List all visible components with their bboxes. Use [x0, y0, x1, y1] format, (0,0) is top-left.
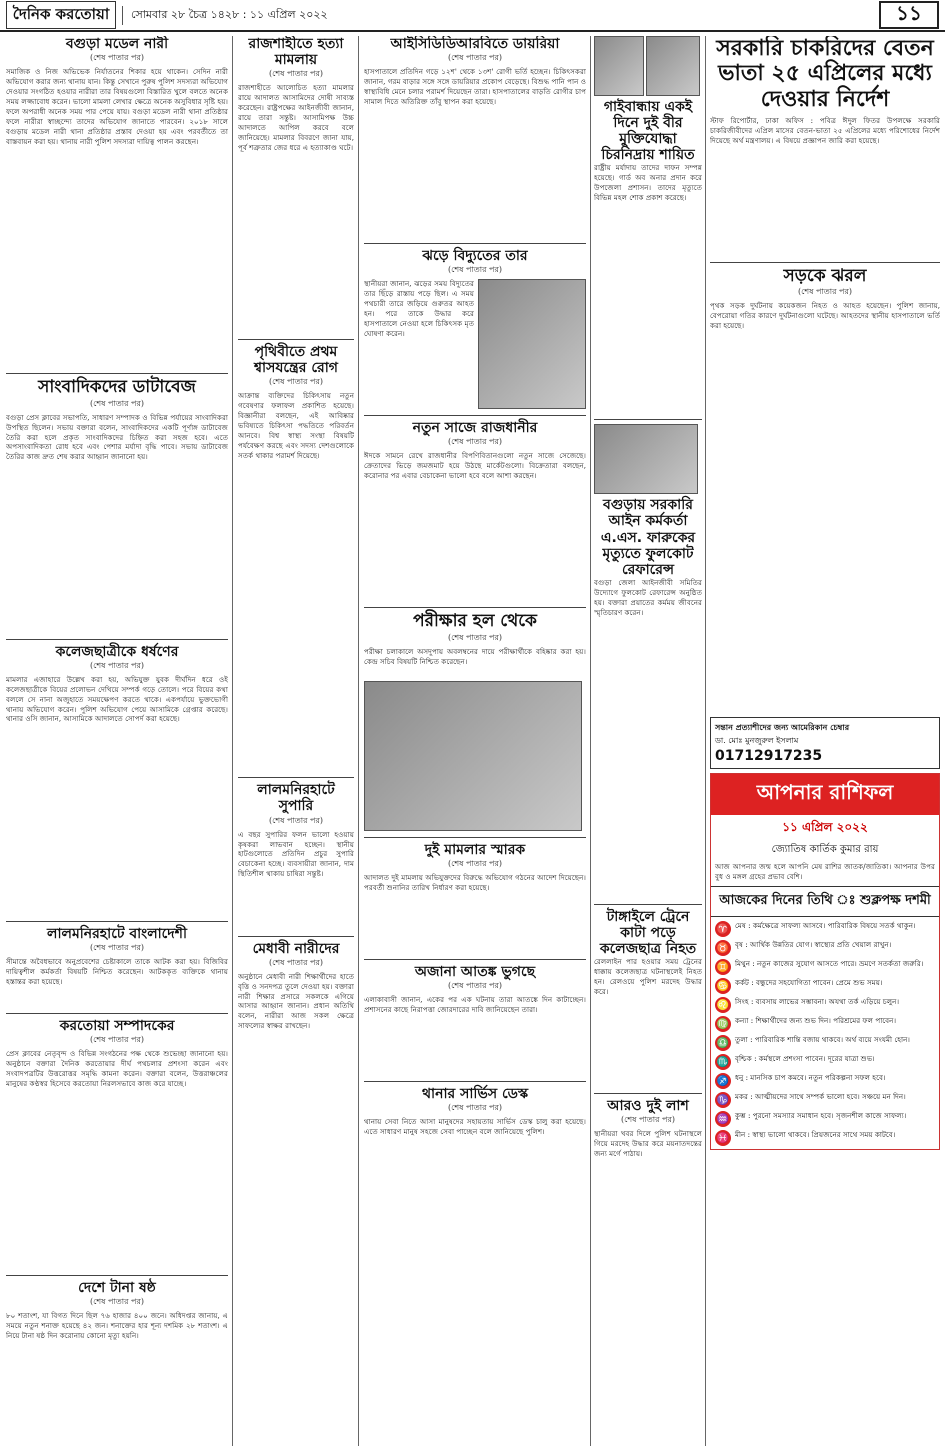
- page-number: ১১: [879, 1, 939, 29]
- zodiac-row: [715, 1016, 935, 1032]
- continued-label: (শেষ পাতার পর): [268, 377, 324, 387]
- zodiac-row: [715, 1130, 935, 1146]
- zodiac-sign-icon: ♒: [715, 1111, 731, 1127]
- article-road-accident: [710, 267, 940, 712]
- zodiac-sign-icon: ♎: [715, 1035, 731, 1051]
- article-sixth-day: [6, 1280, 228, 1341]
- article-body: স্টাফ রিপোর্টার, ঢাকা অফিস : পবিত্র ঈদুল ফিতর উপলক্ষে সরকারি চাকরিজীবীদের এপ্রিল মাসের বেতন-ভাতা ২৫ এপ্রিলের মধ্যে পরিশোধের নির্দেশ দিয়েছে অর্থ মন্ত্রণালয়। এ বিষয়ে প্রজ্ঞাপন জারি করা হয়েছে।: [710, 115, 940, 145]
- article-exam-hall: [364, 612, 586, 831]
- zodiac-text: ধনু : মানসিক চাপ কমবে। নতুন পরিকল্পনা সফল হবে।: [735, 1073, 886, 1083]
- article-body: স্থানীয়রা খবর দিলে পুলিশ ঘটনাস্থলে গিয়ে মরদেহ উদ্ধার করে ময়নাতদন্তের জন্য মর্গে পাঠায়।: [594, 1129, 702, 1159]
- ad-phone[interactable]: 01712917235: [715, 748, 823, 765]
- article-police-service-desk: [364, 1086, 586, 1137]
- zodiac-row: [715, 1054, 935, 1070]
- article-unknown-panic: [364, 964, 586, 1075]
- article-body: সীমান্তে অবৈধভাবে অনুপ্রবেশের চেষ্টাকালে তাকে আটক করা হয়। বিজিবির দায়িত্বশীল কর্মকর্তা বিষয়টি নিশ্চিত করেছেন। আটককৃত ব্যক্তিকে থানায় হস্তান্তর করা হয়েছে।: [6, 956, 228, 986]
- article-body: প্রেস ক্লাবের নেতৃবৃন্দ ও বিভিন্ন সংগঠনের পক্ষ থেকে শুভেচ্ছা জানানো হয়। অনুষ্ঠানে বক্তারা দৈনিক করতোয়ার দীর্ঘ পথচলার প্রশংসা করেন এবং সংবাদপত্রটির উত্তরোত্তর সমৃদ্ধি কামনা করেন। বক্তারা বলেন, উত্তরাঞ্চলের মানুষের কণ্ঠস্বর হিসেবে করতোয়া নিরলসভাবে কাজ করে যাচ্ছে।: [6, 1048, 228, 1088]
- article-fullcourt-reference: [594, 424, 702, 897]
- zodiac-text: মীন : স্বাস্থ্য ভালো থাকবে। প্রিয়জনের সাথে সময় কাটবে।: [735, 1130, 896, 1140]
- continued-label: (শেষ পাতার পর): [447, 437, 503, 447]
- headline: থানার সার্ভিস ডেস্ক: [421, 1086, 529, 1103]
- zodiac-sign-icon: ♌: [715, 997, 731, 1013]
- headline: সড়কে ঝরল: [783, 265, 867, 286]
- horoscope-title: আপনার রাশিফল: [711, 774, 939, 815]
- headline: দেশে টানা ষষ্ঠ: [78, 1279, 156, 1296]
- continued-label: (শেষ পাতার পর): [89, 1034, 145, 1044]
- zodiac-sign-icon: ♉: [715, 940, 731, 956]
- article-body: সমাজিক ও নিজ অভিভেক নির্যাতনের শিকার হয়ে থাকেন। সেদিন নারী অভিযোগ করার জন্য থানায় যান। কিন্তু সেখানে পুরুষ পুলিশ সদস্যরা অভিযোগ দেওয়ার সংগঠিত হওয়ার নারীরা তার বিষয়গুলো বিস্তারিত খুলে বলতে অনেক সময় লজ্জাবোধ করেন। ভালো মামলা লেখার ক্ষেত্রে অনেক অসুবিধার সৃষ্টি হয়। ফলে অপরাধী অনেক সময় পার পেয়ে যায়। বগুড়া মডেল নারী থানা প্রতিষ্ঠার ফলে নারীরা স্বাচ্ছন্দ্যে তাদের অভিযোগ জানাতে পারবেন। ২০১৮ সালে বগুড়ায় মডেল নারী থানা প্রতিষ্ঠার প্রস্তাব দেওয়া হয় এবং পরবর্তীতে তা বাস্তবায়ন করা হয়। থানায় নারী পুলিশ সদস্যরা দায়িত্ব পালন করছেন।: [6, 67, 228, 146]
- headline: অজানা আতঙ্ক ভুগছে: [414, 963, 536, 980]
- article-capital-new-look: [364, 420, 586, 601]
- zodiac-text: কন্যা : শিক্ষার্থীদের জন্য শুভ দিন। পরিশ্রমের ফল পাবেন।: [735, 1016, 897, 1026]
- continued-label: (শেষ পাতার পর): [797, 287, 853, 297]
- article-lalmonirhat-bangladeshi: [6, 926, 228, 1007]
- headline: ঝড়ে বিদ্যুতের তার: [422, 248, 528, 265]
- headline: আইসিডিডিআরবিতে ডায়রিয়া: [390, 36, 560, 52]
- portrait-photo: [594, 36, 644, 96]
- headline: করতোয়া সম্পাদকের: [59, 1017, 175, 1034]
- horoscope-date: ১১ এপ্রিল ২০২২: [782, 820, 868, 835]
- article-body: হাসপাতালে প্রতিদিন গড়ে ১২শ' থেকে ১৩শ' রোগী ভর্তি হচ্ছেন। চিকিৎসকরা জানান, গরম বাড়ার সঙ্গে সঙ্গে ডায়রিয়ার প্রকোপ বেড়েছে। বিশুদ্ধ পানি পান ও স্বাস্থ্যবিধি মেনে চলার পরামর্শ দিয়েছেন তারা। হাসপাতালের বাড়তি রোগীর চাপ সামাল দিতে অতিরিক্ত তাঁবু স্থাপন করা হয়েছে।: [364, 67, 586, 106]
- zodiac-sign-icon: ♐: [715, 1073, 731, 1089]
- headline: আরও দুই লাশ: [607, 1098, 689, 1115]
- continued-label: (শেষ পাতার পর): [89, 660, 145, 670]
- article-body: স্থানীয়রা জানান, ঝড়ের সময় বিদ্যুতের তার ছিঁড়ে রাস্তায় পড়ে ছিল। এ সময় পথচারী তারে জড়িয়ে গুরুতর আহত হন। পরে তাকে উদ্ধার করে হাসপাতালে নেওয়া হলে চিকিৎসক মৃত ঘোষণা করেন।: [364, 279, 474, 338]
- news-photo: [364, 681, 582, 831]
- article-electric-wire: [364, 248, 586, 409]
- zodiac-text: কর্কট : বন্ধুদের সহযোগিতা পাবেন। প্রেমে শুভ সময়।: [735, 978, 883, 988]
- zodiac-sign-icon: ♍: [715, 1016, 731, 1032]
- zodiac-sign-icon: ♑: [715, 1092, 731, 1108]
- headline: মেধাবী নারীদের: [252, 940, 340, 957]
- column-divider: [232, 36, 233, 1446]
- article-icddrb-diarrhea: [364, 36, 586, 237]
- continued-label: (শেষ পাতার পর): [447, 632, 503, 642]
- article-freedom-fighters: [594, 36, 702, 413]
- zodiac-row: [715, 940, 935, 956]
- article-karatoa-editor: [6, 1018, 228, 1269]
- zodiac-text: বৃষ : আর্থিক উন্নতির যোগ। স্বাস্থ্যের প্রতি খেয়াল রাখুন।: [735, 940, 892, 950]
- article-body: রাষ্ট্রীয় মর্যাদায় তাদের দাফন সম্পন্ন হয়েছে। গার্ড অব অনার প্রদান করে উপজেলা প্রশাসন। তাদের মৃত্যুতে বিভিন্ন মহল শোক প্রকাশ করেছে।: [594, 163, 702, 203]
- zodiac-sign-icon: ♏: [715, 1054, 731, 1070]
- zodiac-text: মিথুন : নতুন কাজের সুযোগ আসতে পারে। ভ্রমণে সতর্কতা জরুরি।: [735, 959, 924, 969]
- article-train-death: [594, 909, 702, 1087]
- zodiac-row: [715, 921, 935, 937]
- article-body: পরীক্ষা চলাকালে অসদুপায় অবলম্বনের দায়ে পরীক্ষার্থীকে বহিষ্কার করা হয়। কেন্দ্র সচিব বিষয়টি নিশ্চিত করেছেন।: [364, 646, 586, 666]
- issue-date: সোমবার ২৮ চৈত্র ১৪২৮ : ১১ এপ্রিল ২০২২: [122, 6, 879, 25]
- article-college-student: [6, 644, 228, 915]
- ad-doctor: ডা. মোঃ মুনজুরুল ইসলাম: [715, 736, 799, 746]
- article-salary-directive: [710, 36, 940, 256]
- ad-title: সন্তান প্রত্যাশীদের জন্য আমেরিকান চেম্বার: [715, 723, 850, 733]
- zodiac-row: [715, 1073, 935, 1089]
- headline: বগুড়ায় সরকারি আইন কর্মকর্তা এ.এস. ফারুকের মৃত্যুতে ফুলকোট রেফারেন্স: [600, 497, 696, 578]
- article-body: বগুড়া জেলা আইনজীবী সমিতির উদ্যোগে ফুলকোট রেফারেন্স অনুষ্ঠিত হয়। বক্তারা প্রয়াতের কর্মময় জীবনের স্মৃতিচারণ করেন।: [594, 577, 702, 617]
- headline: বগুড়া মডেল নারী: [65, 36, 169, 52]
- advertisement[interactable]: [710, 717, 940, 769]
- zodiac-row: [715, 1092, 935, 1108]
- continued-label: (শেষ পাতার পর): [89, 398, 145, 408]
- zodiac-sign-icon: ♋: [715, 978, 731, 994]
- headline: লালমনিরহাটে বাংলাদেশী: [47, 925, 187, 942]
- zodiac-text: সিংহ : ব্যবসায় লাভের সম্ভাবনা। অযথা তর্ক এড়িয়ে চলুন।: [735, 997, 900, 1007]
- article-body: আক্রান্ত ব্যক্তিদের চিকিৎসায় নতুন গবেষণার ফলাফল প্রকাশিত হয়েছে। বিজ্ঞানীরা বলছেন, এই আবিষ্কার ভবিষ্যতে চিকিৎসা পদ্ধতিতে পরিবর্তন আনবে। বিশ্ব স্বাস্থ্য সংস্থা বিষয়টি পর্যবেক্ষণ করছে এবং সদস্য দেশগুলোকে সতর্ক থাকার পরামর্শ দিয়েছে।: [238, 391, 354, 460]
- zodiac-row: [715, 978, 935, 994]
- article-bogura-model-women: [6, 36, 228, 367]
- column-divider: [705, 36, 706, 1446]
- headline: কলেজছাত্রীকে ধর্ষণের: [55, 643, 179, 660]
- article-body: এ বছর সুপারির ফলন ভালো হওয়ায় কৃষকরা লাভবান হচ্ছেন। স্থানীয় হাটগুলোতে প্রতিদিন প্রচুর সুপারি বেচাকেনা হচ্ছে। ব্যবসায়ীরা জানান, দাম স্থিতিশীল থাকায় চাষিরা সন্তুষ্ট।: [238, 829, 354, 879]
- headline: সরকারি চাকরিদের বেতন ভাতা ২৫ এপ্রিলের মধ্যে দেওয়ার নির্দেশ: [716, 36, 934, 112]
- article-body: ৮০ শতাংশ, যা বিগত দিনে ছিল ৭৬ হাজার ৪০০ জনে। অধিদপ্তর জানায়, এ সময়ে নতুন শনাক্ত হয়েছে ৪২ জন। শনাক্তের হার শূন্য দশমিক ২৮ শতাংশ। এ নিয়ে টানা ষষ্ঠ দিন করোনায় কোনো মৃত্যু হয়নি।: [6, 1311, 228, 1340]
- zodiac-list: [711, 921, 939, 1146]
- column-divider: [590, 36, 591, 1446]
- column-4: [594, 36, 702, 1446]
- column-1: [6, 36, 228, 1446]
- column-divider: [358, 36, 359, 1446]
- zodiac-row: [715, 1035, 935, 1051]
- headline: লালমনিরহাটে সুপারি: [257, 782, 335, 815]
- newspaper-logo: দৈনিক করতোয়া: [6, 1, 116, 29]
- column-3: [364, 36, 586, 1446]
- headline: গাইবান্ধায় একই দিনে দুই বীর মুক্তিযোদ্ধা চিরনিদ্রায় শায়িত: [601, 99, 695, 164]
- zodiac-row: [715, 997, 935, 1013]
- column-5: [710, 36, 940, 1446]
- article-body: রেললাইন পার হওয়ার সময় ট্রেনের ধাক্কায় কলেজছাত্র ঘটনাস্থলেই নিহত হন। রেলওয়ে পুলিশ মরদেহ উদ্ধার করে।: [594, 957, 702, 996]
- continued-label: (শেষ পাতার পর): [447, 858, 503, 868]
- headline: নতুন সাজে রাজধানীর: [412, 420, 538, 437]
- zodiac-row: [715, 959, 935, 975]
- article-body: পৃথক সড়ক দুর্ঘটনায় কয়েকজন নিহত ও আহত হয়েছেন। পুলিশ জানায়, বেপরোয়া গতির কারণে দুর্ঘটনাগুলো ঘটেছে। আহতদের স্থানীয় হাসপাতালে ভর্তি করা হয়েছে।: [710, 301, 940, 331]
- portrait-photo: [594, 424, 698, 494]
- continued-label: (শেষ পাতার পর): [268, 957, 324, 967]
- article-body: রাজশাহীতে আলোচিত হত্যা মামলার রায়ে আদালত আসামিদের দোষী সাব্যস্ত করেছেন। রাষ্ট্রপক্ষের আইনজীবী জানান, রায়ে তারা সন্তুষ্ট। আসামিপক্ষ উচ্চ আদালতে আপিল করবে বলে জানিয়েছে। মামলার বিবরণে জানা যায়, পূর্ব শত্রুতার জের ধরে এ হত্যাকাণ্ড ঘটে।: [238, 83, 354, 152]
- article-body: বগুড়া প্রেস ক্লাবের সভাপতি, সাধারণ সম্পাদক ও বিভিন্ন পর্যায়ের সাংবাদিকরা উপস্থিত ছিলেন। সভায় বক্তারা বলেন, সাংবাদিকদের একটি পূর্ণাঙ্গ ডাটাবেজ তৈরি করা হলে প্রকৃত সাংবাদিকদের চিহ্নিত করা সহজ হবে। এতে অপসাংবাদিকতা রোধ হবে এবং পেশার মর্যাদা বৃদ্ধি পাবে। সভায় ডাটাবেজ তৈরির কাজ দ্রুত শেষ করার আহ্বান জানানো হয়।: [6, 412, 228, 462]
- headline: পৃথিবীতে প্রথম শ্বাসযন্ত্রের রোগ: [254, 344, 338, 377]
- zodiac-text: মেষ : কর্মক্ষেত্রে সাফল্য আসবে। পারিবারিক বিষয়ে সতর্ক থাকুন।: [735, 921, 916, 931]
- zodiac-text: বৃশ্চিক : কর্মস্থলে প্রশংসা পাবেন। দূরের যাত্রা শুভ।: [735, 1054, 875, 1064]
- article-body: এলাকাবাসী জানান, একের পর এক ঘটনায় তারা আতঙ্কে দিন কাটাচ্ছেন। প্রশাসনের কাছে নিরাপত্তা জোরদারের দাবি জানিয়েছেন তারা।: [364, 995, 586, 1014]
- article-two-bodies: [594, 1098, 702, 1159]
- article-meritorious-women: [238, 941, 354, 1032]
- horoscope-box: [710, 773, 940, 1150]
- continued-label: (শেষ পাতার পর): [447, 53, 503, 63]
- article-body: মামলার এজাহারে উল্লেখ করা হয়, অভিযুক্ত যুবক দীর্ঘদিন ধরে ওই কলেজছাত্রীকে বিয়ের প্রলোভন দেখিয়ে সম্পর্ক গড়ে তোলে। পরে বিয়ের কথা বললে সে নানা অজুহাতে সময়ক্ষেপণ করতে থাকে। একপর্যায়ে ভুক্তভোগী থানায় অভিযোগ করেন। পুলিশ অভিযোগ পেয়ে আসামিকে গ্রেপ্তার করেছে। থানার ওসি জানান, আসামিকে আদালতে সোপর্দ করা হয়েছে।: [6, 674, 228, 724]
- article-body: অনুষ্ঠানে মেধাবী নারী শিক্ষার্থীদের হাতে বৃত্তি ও সনদপত্র তুলে দেওয়া হয়। বক্তারা নারী শিক্ষার প্রসারে সকলকে এগিয়ে আসার আহ্বান জানান। প্রধান অতিথি বলেন, নারীরা আজ সকল ক্ষেত্রে সাফল্যের স্বাক্ষর রাখছেন।: [238, 971, 354, 1031]
- continued-label: (শেষ পাতার পর): [89, 942, 145, 952]
- continued-label: (শেষ পাতার পর): [89, 53, 145, 63]
- article-body: আদালত দুই মামলায় অভিযুক্তদের বিরুদ্ধে অভিযোগ গঠনের আদেশ দিয়েছেন। পরবর্তী শুনানির তারিখ নির্ধারণ করা হয়েছে।: [364, 872, 586, 892]
- article-rajshahi-murder: [238, 36, 354, 333]
- article-journalist-database: [6, 378, 228, 633]
- zodiac-sign-icon: ♓: [715, 1130, 731, 1146]
- horoscope-intro: আজ আপনার জন্ম হলে আপনি মেষ রাশির জাতক/জাতিকা। আপনার উপর বুধ ও মঙ্গল গ্রহের প্রভাব বেশি।: [715, 862, 935, 882]
- zodiac-sign-icon: ♊: [715, 959, 731, 975]
- continued-label: (শেষ পাতার পর): [447, 265, 503, 275]
- headline: পরীক্ষার হল থেকে: [413, 611, 537, 632]
- masthead: [0, 0, 945, 32]
- zodiac-sign-icon: ♈: [715, 921, 731, 937]
- horoscope-author: জ্যোতিষ কার্তিক কুমার রায়: [771, 844, 879, 856]
- headline: টাঙ্গাইলে ট্রেনে কাটা পড়ে কলেজছাত্র নিহত: [599, 908, 697, 958]
- zodiac-text: তুলা : পারিবারিক শান্তি বজায় থাকবে। অর্থ ব্যয়ে সংযমী হোন।: [735, 1035, 910, 1045]
- article-body: থানায় সেবা নিতে আসা মানুষদের সহায়তায় সার্ভিস ডেস্ক চালু করা হয়েছে। এতে সাধারণ মানুষ সহজে সেবা পাচ্ছেন বলে জানিয়েছে পুলিশ।: [364, 1117, 586, 1137]
- continued-label: (শেষ পাতার পর): [447, 1103, 503, 1113]
- article-two-cases: [364, 842, 586, 953]
- headline: সাংবাদিকদের ডাটাবেজ: [38, 377, 196, 398]
- zodiac-text: কুম্ভ : পুরনো সমস্যার সমাধান হবে। সৃজনশীল কাজে সাফল্য।: [735, 1111, 907, 1121]
- continued-label: (শেষ পাতার পর): [89, 1297, 145, 1307]
- continued-label: (শেষ পাতার পর): [620, 1115, 676, 1125]
- news-photo: [478, 279, 586, 409]
- tithi-line: আজকের দিনের তিথি ঃ শুক্লপক্ষ দশমী: [711, 886, 939, 917]
- column-2: [238, 36, 354, 1446]
- headline: দুই মামলার স্মারক: [424, 841, 526, 858]
- zodiac-row: [715, 1111, 935, 1127]
- zodiac-text: মকর : আত্মীয়দের সাথে সম্পর্ক ভালো হবে। সঞ্চয়ে মন দিন।: [735, 1092, 906, 1102]
- article-body: ঈদকে সামনে রেখে রাজধানীর বিপণিবিতানগুলো নতুন সাজে সেজেছে। ক্রেতাদের ভিড়ে জমজমাট হয়ে উঠছে মার্কেটগুলো। বিক্রেতারা বলছেন, করোনার পর এবার বেচাকেনা ভালো হবে বলে আশা করছেন।: [364, 451, 586, 481]
- article-world-first: [238, 344, 354, 771]
- portrait-photo: [646, 36, 700, 96]
- continued-label: (শেষ পাতার পর): [447, 981, 503, 991]
- continued-label: (শেষ পাতার পর): [268, 69, 324, 79]
- article-lalmonirhat-betel: [238, 782, 354, 929]
- continued-label: (শেষ পাতার পর): [268, 815, 324, 825]
- headline: রাজশাহীতে হত্যা মামলায়: [248, 36, 344, 69]
